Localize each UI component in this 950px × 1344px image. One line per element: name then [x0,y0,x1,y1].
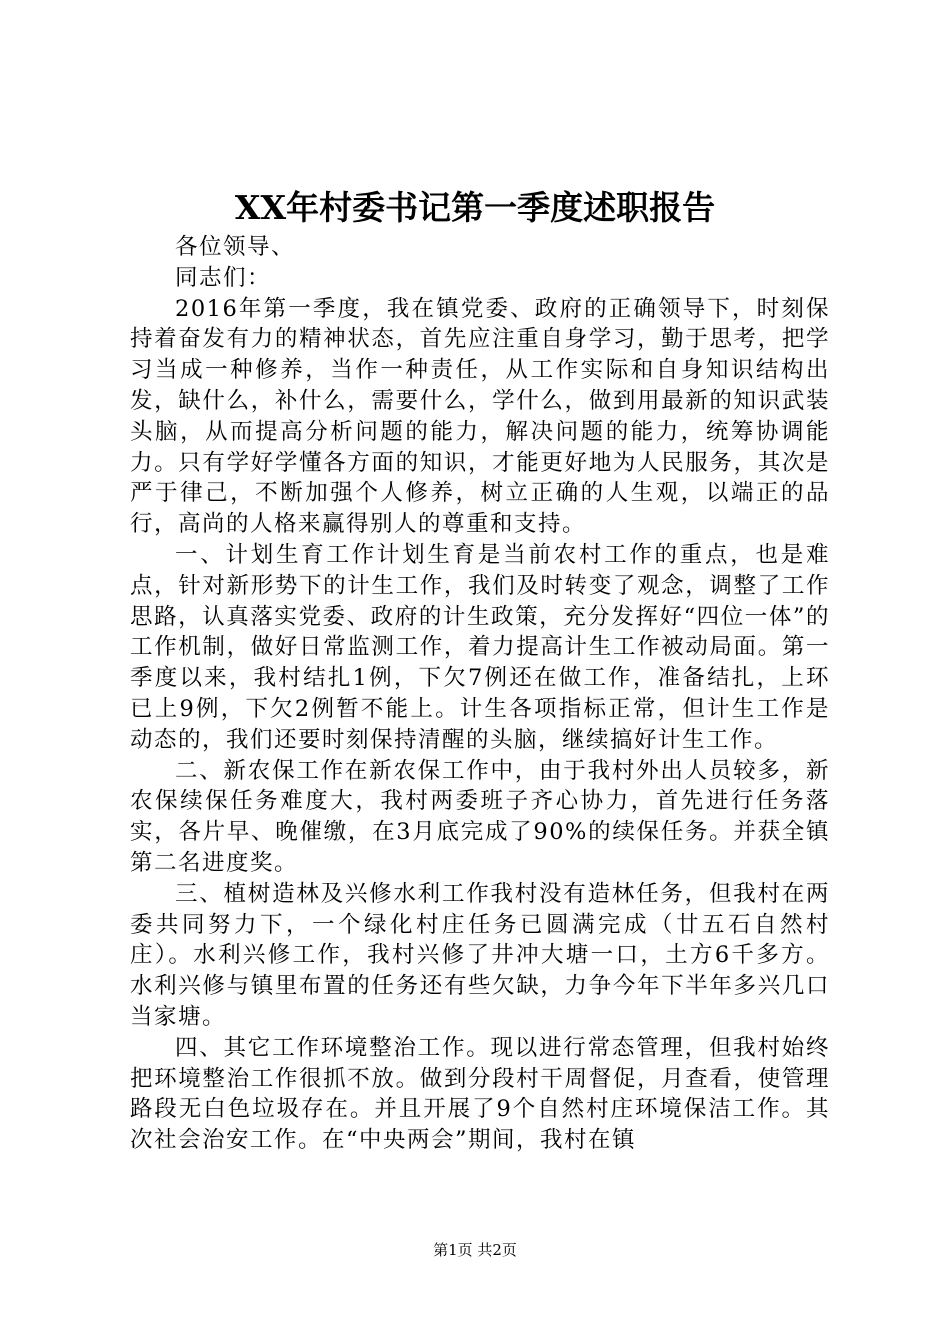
paragraph-other-work: 四、其它工作环境整治工作。现以进行常态管理，但我村始终把环境整治工作很抓不放。做到分段村干周督促，月查看，使管理路段无白色垃圾存在。并且开展了9个自然村庄环境保洁工作。其次社会治安工作。在“中央两会”期间，我村在镇 [130,1034,830,1154]
document-body [130,232,830,1156]
paragraph-family-planning: 一、计划生育工作计划生育是当前农村工作的重点，也是难点，针对新形势下的计生工作，我们及时转变了观念，调整了工作思路，认真落实党委、政府的计生政策，充分发挥好“四位一体”的工作机制，做好日常监测工作，着力提高计生工作被动局面。第一季度以来，我村结扎1例，下欠7例还在做工作，准备结扎，上环已上9例，下欠2例暂不能上。计生各项指标正常，但计生工作是动态的，我们还要时刻保持清醒的头脑，继续搞好计生工作。 [130,541,830,753]
salutation-comrades: 同志们： [175,264,272,291]
paragraph-intro: 2016年第一季度，我在镇党委、政府的正确领导下，时刻保持着奋发有力的精神状态，首先应注重自身学习，勤于思考，把学习当成一种修养，当作一种责任，从工作实际和自身知识结构出发，缺什么，补什么，需要什么，学什么，做到用最新的知识武装头脑，从而提高分析问题的能力，解决问题的能力，统筹协调能力。只有学好学懂各方面的知识，才能更好地为人民服务，其次是严于律己，不断加强个人修养，树立正确的人生观，以端正的品行，高尚的人格来赢得别人的尊重和支持。 [130,295,830,538]
page-footer: 第1页 共2页 [433,1241,517,1259]
document-title: XX年村委书记第一季度述职报告 [234,188,716,227]
paragraph-afforestation: 三、植树造林及兴修水利工作我村没有造林任务，但我村在两委共同努力下，一个绿化村庄任务已圆满完成（廿五石自然村庄）。水利兴修工作，我村兴修了井冲大塘一口，土方6千多方。水利兴修与镇里布置的任务还有些欠缺，力争今年下半年多兴几口当家塘。 [130,880,830,1030]
paragraph-rural-pension: 二、新农保工作在新农保工作中，由于我村外出人员较多，新农保续保任务难度大，我村两委班子齐心协力，首先进行任务落实，各片早、晚催缴，在3月底完成了90%的续保任务。并获全镇第二名进度奖。 [130,757,830,876]
salutation-leaders: 各位领导、 [175,234,296,260]
